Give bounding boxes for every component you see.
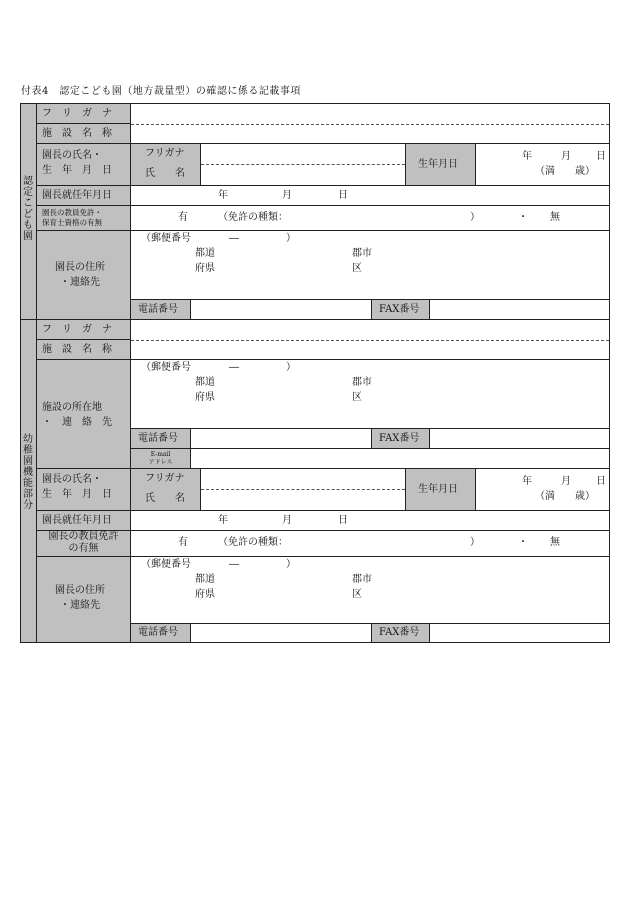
label-director-name-l1: 園長の氏名・ [42,150,102,161]
label-director-name-l2: 生 年 月 日 [42,489,112,500]
label-furigana-small: フリガナ [145,473,185,484]
label-address-l2: ・連絡先 [60,600,100,611]
label-name-small: 氏 名 [145,168,185,179]
furigana-input[interactable] [130,103,610,124]
close-paren: ） [470,212,480,223]
prefecture-l1: 都道 [195,248,215,259]
bullet: ・ [518,212,528,223]
label-name-small: 氏 名 [145,493,185,504]
postal-dash: ― [229,233,239,244]
phone-input[interactable] [190,428,372,449]
label-location-cell [36,359,131,469]
city-l2: 区 [352,392,362,403]
label-furigana: フ リ ガ ナ [42,108,112,119]
day-label: 日 [338,515,348,526]
label-license-l2: の有無 [68,543,99,554]
close-paren: ） [470,537,480,548]
section-side-label: 認 定 こ ど も 園 [23,176,33,242]
label-fax: FAX番号 [379,304,420,315]
label-address-l1: 園長の住所 [55,585,105,596]
postal-label: （郵便番号 [141,233,191,244]
phone-input[interactable] [190,299,372,320]
label-furigana: フ リ ガ ナ [42,324,112,335]
postal-label: （郵便番号 [141,559,191,570]
close-paren: ） [286,362,296,373]
license-none-option[interactable]: 無 [550,537,560,548]
email-input[interactable] [190,448,610,469]
license-none-option[interactable]: 無 [550,212,560,223]
age-label: （満 歳） [535,166,595,177]
label-facility-name: 施 設 名 称 [42,344,112,355]
appointment-date-input[interactable] [130,510,610,531]
label-appointment-date: 園長就任年月日 [42,515,112,526]
day-label: 日 [596,151,606,162]
month-label: 月 [282,190,292,201]
year-label: 年 [522,151,532,162]
city-l2: 区 [352,263,362,274]
furigana-input[interactable] [130,319,610,340]
facility-name-input[interactable] [130,124,610,144]
label-email-l1: E-mail [150,451,171,458]
license-input[interactable] [130,205,610,231]
label-birth-date: 生年月日 [418,484,458,495]
month-label: 月 [561,151,571,162]
divider [201,164,405,165]
facility-name-input[interactable] [130,340,610,360]
prefecture-l2: 府県 [195,392,215,403]
label-email-l2: アドレス [148,459,173,466]
label-license-l1: 園長の教員免許・ [42,208,102,217]
birth-date-input[interactable] [475,143,610,186]
postal-dash: ― [229,559,239,570]
city-l1: 郡市 [352,248,372,259]
license-type-label: （免許の種類： [218,537,288,548]
close-paren: ） [286,559,296,570]
city-l1: 郡市 [352,574,372,585]
birth-date-input[interactable] [475,468,610,511]
month-label: 月 [282,515,292,526]
age-label: （満 歳） [535,491,595,502]
prefecture-l2: 府県 [195,263,215,274]
label-phone: 電話番号 [138,304,178,315]
month-label: 月 [561,476,571,487]
license-input[interactable] [130,530,610,557]
label-facility-name: 施 設 名 称 [42,128,112,139]
label-birth-date: 生年月日 [418,159,458,170]
fax-input[interactable] [429,299,610,320]
postal-dash: ― [229,362,239,373]
day-label: 日 [596,476,606,487]
license-type-label: （免許の種類： [218,212,288,223]
document-title: 付表4 認定こども園（地方裁量型）の確認に係る記載事項 [21,86,301,97]
postal-label: （郵便番号 [141,362,191,373]
label-phone: 電話番号 [138,433,178,444]
divider [201,489,405,490]
label-furigana-small: フリガナ [145,148,185,159]
year-label: 年 [218,515,228,526]
phone-input[interactable] [190,623,372,643]
label-location-l1: 施設の所在地 [42,402,102,413]
prefecture-l1: 都道 [195,574,215,585]
label-address-l2: ・連絡先 [60,277,100,288]
close-paren: ） [286,233,296,244]
label-address-l1: 園長の住所 [55,262,105,273]
label-license-l1: 園長の教員免許 [48,531,119,542]
city-l2: 区 [352,589,362,600]
appointment-date-input[interactable] [130,185,610,206]
city-l1: 郡市 [352,377,372,388]
section-side-label: 幼 稚 園 機 能 部 分 [23,434,33,511]
prefecture-l2: 府県 [195,589,215,600]
license-has-option[interactable]: 有 [178,212,188,223]
year-label: 年 [218,190,228,201]
label-appointment-date: 園長就任年月日 [42,190,112,201]
license-has-option[interactable]: 有 [178,537,188,548]
label-location-l2: ・ 連 絡 先 [42,417,112,428]
label-address-cell [36,230,131,320]
label-fax: FAX番号 [379,433,420,444]
fax-input[interactable] [429,623,610,643]
label-fax: FAX番号 [379,627,420,638]
label-license-l2: 保育士資格の有無 [42,218,102,227]
label-director-name-l2: 生 年 月 日 [42,165,112,176]
label-director-name-l1: 園長の氏名・ [42,474,102,485]
year-label: 年 [522,476,532,487]
day-label: 日 [338,190,348,201]
bullet: ・ [518,537,528,548]
label-phone: 電話番号 [138,627,178,638]
fax-input[interactable] [429,428,610,449]
prefecture-l1: 都道 [195,377,215,388]
